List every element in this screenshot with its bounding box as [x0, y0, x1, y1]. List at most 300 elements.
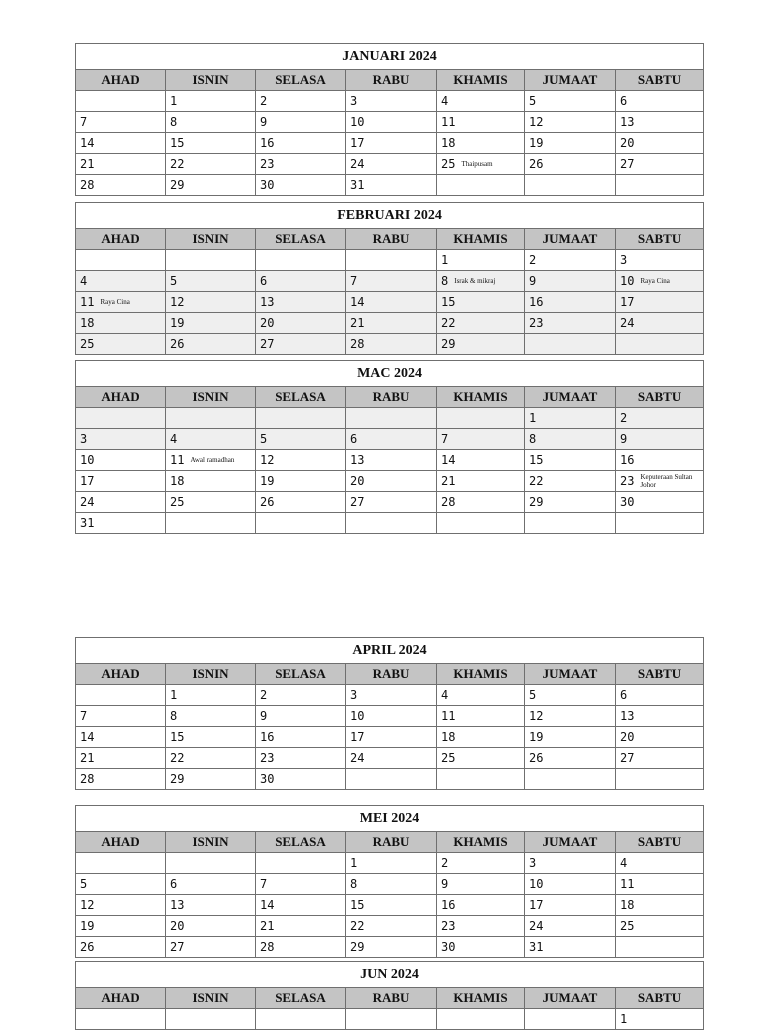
day-number: 8	[170, 709, 178, 724]
day-number: 17	[620, 295, 635, 310]
day-number: 18	[170, 474, 185, 489]
day-number: 24	[529, 919, 544, 934]
day-number: 20	[260, 316, 275, 331]
calendar-april	[75, 637, 704, 790]
day-number: 21	[260, 919, 275, 934]
day-number: 12	[529, 709, 544, 724]
day-cell	[346, 727, 437, 748]
day-number: 18	[80, 316, 95, 331]
day-cell	[256, 895, 346, 916]
day-cell	[346, 133, 437, 154]
day-cell	[346, 408, 437, 429]
day-number: 8	[170, 115, 178, 130]
day-number: 3	[80, 432, 88, 447]
day-cell	[166, 334, 256, 355]
day-number: 27	[260, 337, 275, 352]
day-number: 11	[170, 453, 185, 468]
day-cell	[437, 112, 525, 133]
day-cell	[437, 91, 525, 112]
weekday-header: SELASA	[256, 70, 346, 91]
day-number: 17	[350, 730, 365, 745]
month-title: MEI 2024	[76, 806, 704, 832]
day-cell	[616, 133, 704, 154]
day-cell	[525, 748, 616, 769]
day-cell	[256, 408, 346, 429]
day-number: 14	[350, 295, 365, 310]
day-cell	[166, 748, 256, 769]
day-cell	[525, 685, 616, 706]
day-cell	[616, 313, 704, 334]
day-cell	[525, 408, 616, 429]
weekday-header: ISNIN	[166, 229, 256, 250]
day-cell	[76, 250, 166, 271]
day-number: 19	[260, 474, 275, 489]
day-number: 20	[620, 136, 635, 151]
day-number: 31	[529, 940, 544, 955]
day-cell	[346, 91, 437, 112]
day-number: 23	[441, 919, 456, 934]
day-number: 3	[620, 253, 628, 268]
day-cell	[346, 334, 437, 355]
week-row	[76, 937, 704, 958]
day-cell	[76, 292, 166, 313]
day-number: 14	[80, 136, 95, 151]
day-number: 1	[620, 1012, 628, 1027]
day-cell	[346, 748, 437, 769]
day-number: 13	[260, 295, 275, 310]
day-cell	[76, 937, 166, 958]
day-cell	[166, 492, 256, 513]
day-number: 14	[260, 898, 275, 913]
day-number: 9	[441, 877, 449, 892]
day-number: 29	[170, 178, 185, 193]
weekday-header: KHAMIS	[437, 387, 525, 408]
day-cell	[616, 429, 704, 450]
day-cell	[76, 748, 166, 769]
day-number: 26	[80, 940, 95, 955]
day-number: 24	[620, 316, 635, 331]
day-number: 31	[350, 178, 365, 193]
day-cell	[76, 685, 166, 706]
day-number: 10	[350, 709, 365, 724]
day-number: 11	[620, 877, 635, 892]
weekday-header: KHAMIS	[437, 664, 525, 685]
day-cell	[346, 513, 437, 534]
weekday-header-row	[76, 229, 704, 250]
day-cell	[437, 334, 525, 355]
day-cell	[256, 937, 346, 958]
day-cell	[256, 471, 346, 492]
day-cell	[346, 429, 437, 450]
day-number: 5	[170, 274, 178, 289]
day-cell	[166, 154, 256, 175]
day-number: 12	[170, 295, 185, 310]
day-cell	[166, 250, 256, 271]
day-cell	[166, 91, 256, 112]
day-number: 21	[350, 316, 365, 331]
day-cell	[256, 706, 346, 727]
day-number: 13	[620, 115, 635, 130]
weekday-header: RABU	[346, 70, 437, 91]
day-number: 10	[80, 453, 95, 468]
weekday-header: AHAD	[76, 832, 166, 853]
day-cell	[616, 748, 704, 769]
weekday-header: JUMAAT	[525, 229, 616, 250]
day-number: 18	[620, 898, 635, 913]
weekday-header: RABU	[346, 832, 437, 853]
day-cell	[76, 112, 166, 133]
day-cell	[437, 895, 525, 916]
day-number: 22	[441, 316, 456, 331]
weekday-header: KHAMIS	[437, 988, 525, 1009]
day-cell	[437, 748, 525, 769]
day-number: 5	[529, 688, 537, 703]
day-cell	[256, 133, 346, 154]
weekday-header: ISNIN	[166, 70, 256, 91]
day-number: 28	[80, 772, 95, 787]
day-number: 20	[350, 474, 365, 489]
day-cell	[256, 91, 346, 112]
day-cell	[437, 133, 525, 154]
week-row	[76, 91, 704, 112]
day-number: 24	[80, 495, 95, 510]
week-row	[76, 471, 704, 492]
day-cell	[346, 313, 437, 334]
day-number: 30	[260, 772, 275, 787]
month-title: MAC 2024	[76, 361, 704, 387]
week-row	[76, 916, 704, 937]
week-row	[76, 112, 704, 133]
week-row	[76, 292, 704, 313]
day-cell	[256, 292, 346, 313]
day-cell	[346, 175, 437, 196]
weekday-header: AHAD	[76, 387, 166, 408]
week-row	[76, 313, 704, 334]
day-number: 7	[80, 115, 88, 130]
day-cell	[437, 727, 525, 748]
day-cell	[166, 895, 256, 916]
day-cell	[525, 1009, 616, 1030]
day-number: 4	[441, 688, 449, 703]
day-cell	[76, 1009, 166, 1030]
day-cell	[76, 769, 166, 790]
weekday-header: ISNIN	[166, 988, 256, 1009]
week-row	[76, 154, 704, 175]
day-number: 26	[529, 751, 544, 766]
week-row	[76, 408, 704, 429]
day-number: 28	[441, 495, 456, 510]
day-cell	[346, 916, 437, 937]
month-title: FEBRUARI 2024	[76, 203, 704, 229]
day-cell	[525, 727, 616, 748]
day-cell	[616, 450, 704, 471]
holiday-note: Keputeraan Sultan Johor	[640, 473, 693, 489]
week-row	[76, 271, 704, 292]
day-cell	[256, 112, 346, 133]
day-cell	[346, 154, 437, 175]
day-number: 7	[80, 709, 88, 724]
day-cell	[616, 706, 704, 727]
day-cell	[437, 769, 525, 790]
day-cell	[346, 853, 437, 874]
day-number: 17	[80, 474, 95, 489]
day-cell	[346, 685, 437, 706]
day-cell	[346, 706, 437, 727]
day-cell	[256, 853, 346, 874]
day-cell	[525, 916, 616, 937]
day-number: 10	[620, 274, 635, 289]
weekday-header: SABTU	[616, 387, 704, 408]
week-row	[76, 133, 704, 154]
day-number: 3	[350, 94, 358, 109]
day-cell	[346, 250, 437, 271]
day-cell	[346, 271, 437, 292]
day-number: 26	[260, 495, 275, 510]
day-cell	[525, 706, 616, 727]
day-cell	[256, 250, 346, 271]
day-number: 21	[80, 157, 95, 172]
day-number: 1	[441, 253, 449, 268]
day-cell	[166, 133, 256, 154]
day-cell	[616, 334, 704, 355]
day-cell	[76, 513, 166, 534]
day-cell	[525, 112, 616, 133]
day-number: 5	[80, 877, 88, 892]
day-number: 14	[80, 730, 95, 745]
day-cell	[76, 874, 166, 895]
weekday-header: KHAMIS	[437, 832, 525, 853]
day-cell	[76, 133, 166, 154]
day-cell	[166, 408, 256, 429]
day-number: 29	[441, 337, 456, 352]
day-cell	[525, 513, 616, 534]
day-cell	[437, 471, 525, 492]
day-cell	[525, 250, 616, 271]
day-cell	[437, 853, 525, 874]
day-cell	[76, 916, 166, 937]
day-number: 15	[441, 295, 456, 310]
day-cell	[437, 175, 525, 196]
weekday-header: JUMAAT	[525, 664, 616, 685]
day-number: 1	[350, 856, 358, 871]
day-cell	[346, 492, 437, 513]
day-cell	[616, 937, 704, 958]
day-number: 13	[350, 453, 365, 468]
weekday-header: ISNIN	[166, 832, 256, 853]
weekday-header: SELASA	[256, 664, 346, 685]
day-number: 21	[80, 751, 95, 766]
calendar-mei	[75, 805, 704, 958]
day-cell	[437, 706, 525, 727]
weekday-header: ISNIN	[166, 664, 256, 685]
day-number: 13	[620, 709, 635, 724]
day-cell	[525, 292, 616, 313]
day-number: 12	[529, 115, 544, 130]
day-cell	[76, 429, 166, 450]
day-cell	[256, 874, 346, 895]
day-cell	[256, 492, 346, 513]
day-cell	[616, 492, 704, 513]
day-number: 11	[441, 709, 456, 724]
day-cell	[256, 916, 346, 937]
day-cell	[437, 250, 525, 271]
weekday-header: RABU	[346, 664, 437, 685]
day-number: 30	[620, 495, 635, 510]
day-number: 24	[350, 157, 365, 172]
weekday-header-row	[76, 988, 704, 1009]
day-number: 13	[170, 898, 185, 913]
day-number: 30	[441, 940, 456, 955]
day-number: 16	[260, 136, 275, 151]
day-cell	[616, 112, 704, 133]
day-number: 29	[170, 772, 185, 787]
day-number: 28	[260, 940, 275, 955]
day-number: 12	[80, 898, 95, 913]
weekday-header: SELASA	[256, 387, 346, 408]
calendar-februari	[75, 202, 704, 355]
day-cell	[256, 271, 346, 292]
week-row	[76, 895, 704, 916]
day-number: 23	[260, 157, 275, 172]
day-cell	[256, 313, 346, 334]
day-cell	[166, 853, 256, 874]
day-cell	[166, 937, 256, 958]
weekday-header: AHAD	[76, 664, 166, 685]
day-cell	[437, 408, 525, 429]
day-cell	[256, 769, 346, 790]
day-number: 27	[620, 157, 635, 172]
day-number: 10	[529, 877, 544, 892]
day-number: 14	[441, 453, 456, 468]
weekday-header-row	[76, 664, 704, 685]
day-cell	[76, 313, 166, 334]
day-cell	[346, 471, 437, 492]
day-number: 11	[441, 115, 456, 130]
day-cell	[525, 429, 616, 450]
day-number: 16	[620, 453, 635, 468]
day-cell	[525, 91, 616, 112]
day-cell	[346, 450, 437, 471]
day-cell	[437, 313, 525, 334]
calendar-januari	[75, 43, 704, 196]
holiday-note: Israk & mikraj	[454, 277, 496, 286]
day-cell	[616, 727, 704, 748]
day-number: 6	[170, 877, 178, 892]
day-cell	[256, 685, 346, 706]
holiday-note: Raya Cina	[100, 298, 130, 307]
weekday-header: AHAD	[76, 988, 166, 1009]
day-number: 2	[529, 253, 537, 268]
day-number: 1	[170, 688, 178, 703]
day-number: 29	[529, 495, 544, 510]
day-number: 16	[260, 730, 275, 745]
day-cell	[256, 513, 346, 534]
weekday-header: SELASA	[256, 832, 346, 853]
day-number: 25	[80, 337, 95, 352]
day-cell	[525, 853, 616, 874]
day-number: 6	[350, 432, 358, 447]
day-cell	[346, 937, 437, 958]
day-cell	[76, 271, 166, 292]
day-number: 31	[80, 516, 95, 531]
day-number: 25	[170, 495, 185, 510]
day-number: 5	[529, 94, 537, 109]
day-cell	[166, 513, 256, 534]
weekday-header: AHAD	[76, 229, 166, 250]
calendar-jun	[75, 961, 704, 1030]
day-cell	[76, 853, 166, 874]
week-row	[76, 175, 704, 196]
day-number: 22	[170, 157, 185, 172]
day-number: 3	[529, 856, 537, 871]
day-number: 1	[529, 411, 537, 426]
day-cell	[346, 292, 437, 313]
day-number: 18	[441, 136, 456, 151]
week-row	[76, 769, 704, 790]
week-row	[76, 492, 704, 513]
weekday-header: SABTU	[616, 70, 704, 91]
week-row	[76, 748, 704, 769]
day-number: 27	[350, 495, 365, 510]
day-number: 1	[170, 94, 178, 109]
holiday-note: Thaipusam	[461, 160, 493, 169]
day-number: 30	[260, 178, 275, 193]
day-number: 19	[80, 919, 95, 934]
day-number: 3	[350, 688, 358, 703]
day-cell	[166, 112, 256, 133]
day-number: 4	[620, 856, 628, 871]
day-number: 7	[441, 432, 449, 447]
day-number: 15	[350, 898, 365, 913]
day-number: 5	[260, 432, 268, 447]
weekday-header-row	[76, 70, 704, 91]
weekday-header: RABU	[346, 229, 437, 250]
week-row	[76, 685, 704, 706]
day-number: 2	[441, 856, 449, 871]
day-cell	[166, 685, 256, 706]
day-number: 23	[260, 751, 275, 766]
day-cell	[256, 334, 346, 355]
weekday-header: SABTU	[616, 664, 704, 685]
day-cell	[76, 450, 166, 471]
day-number: 17	[529, 898, 544, 913]
day-cell	[525, 175, 616, 196]
day-number: 25	[441, 157, 456, 172]
day-number: 8	[529, 432, 537, 447]
day-number: 6	[620, 94, 628, 109]
day-number: 7	[260, 877, 268, 892]
weekday-header: SELASA	[256, 988, 346, 1009]
day-cell	[616, 408, 704, 429]
day-number: 23	[620, 474, 635, 488]
day-cell	[346, 769, 437, 790]
month-title: JUN 2024	[76, 962, 704, 988]
day-number: 29	[350, 940, 365, 955]
day-cell	[616, 154, 704, 175]
day-number: 17	[350, 136, 365, 151]
week-row	[76, 450, 704, 471]
day-number: 11	[80, 295, 95, 310]
day-cell	[616, 513, 704, 534]
week-row	[76, 1009, 704, 1030]
day-cell	[346, 895, 437, 916]
weekday-header: SELASA	[256, 229, 346, 250]
day-cell	[525, 133, 616, 154]
day-cell	[616, 895, 704, 916]
week-row	[76, 874, 704, 895]
day-cell	[525, 471, 616, 492]
day-cell	[76, 408, 166, 429]
